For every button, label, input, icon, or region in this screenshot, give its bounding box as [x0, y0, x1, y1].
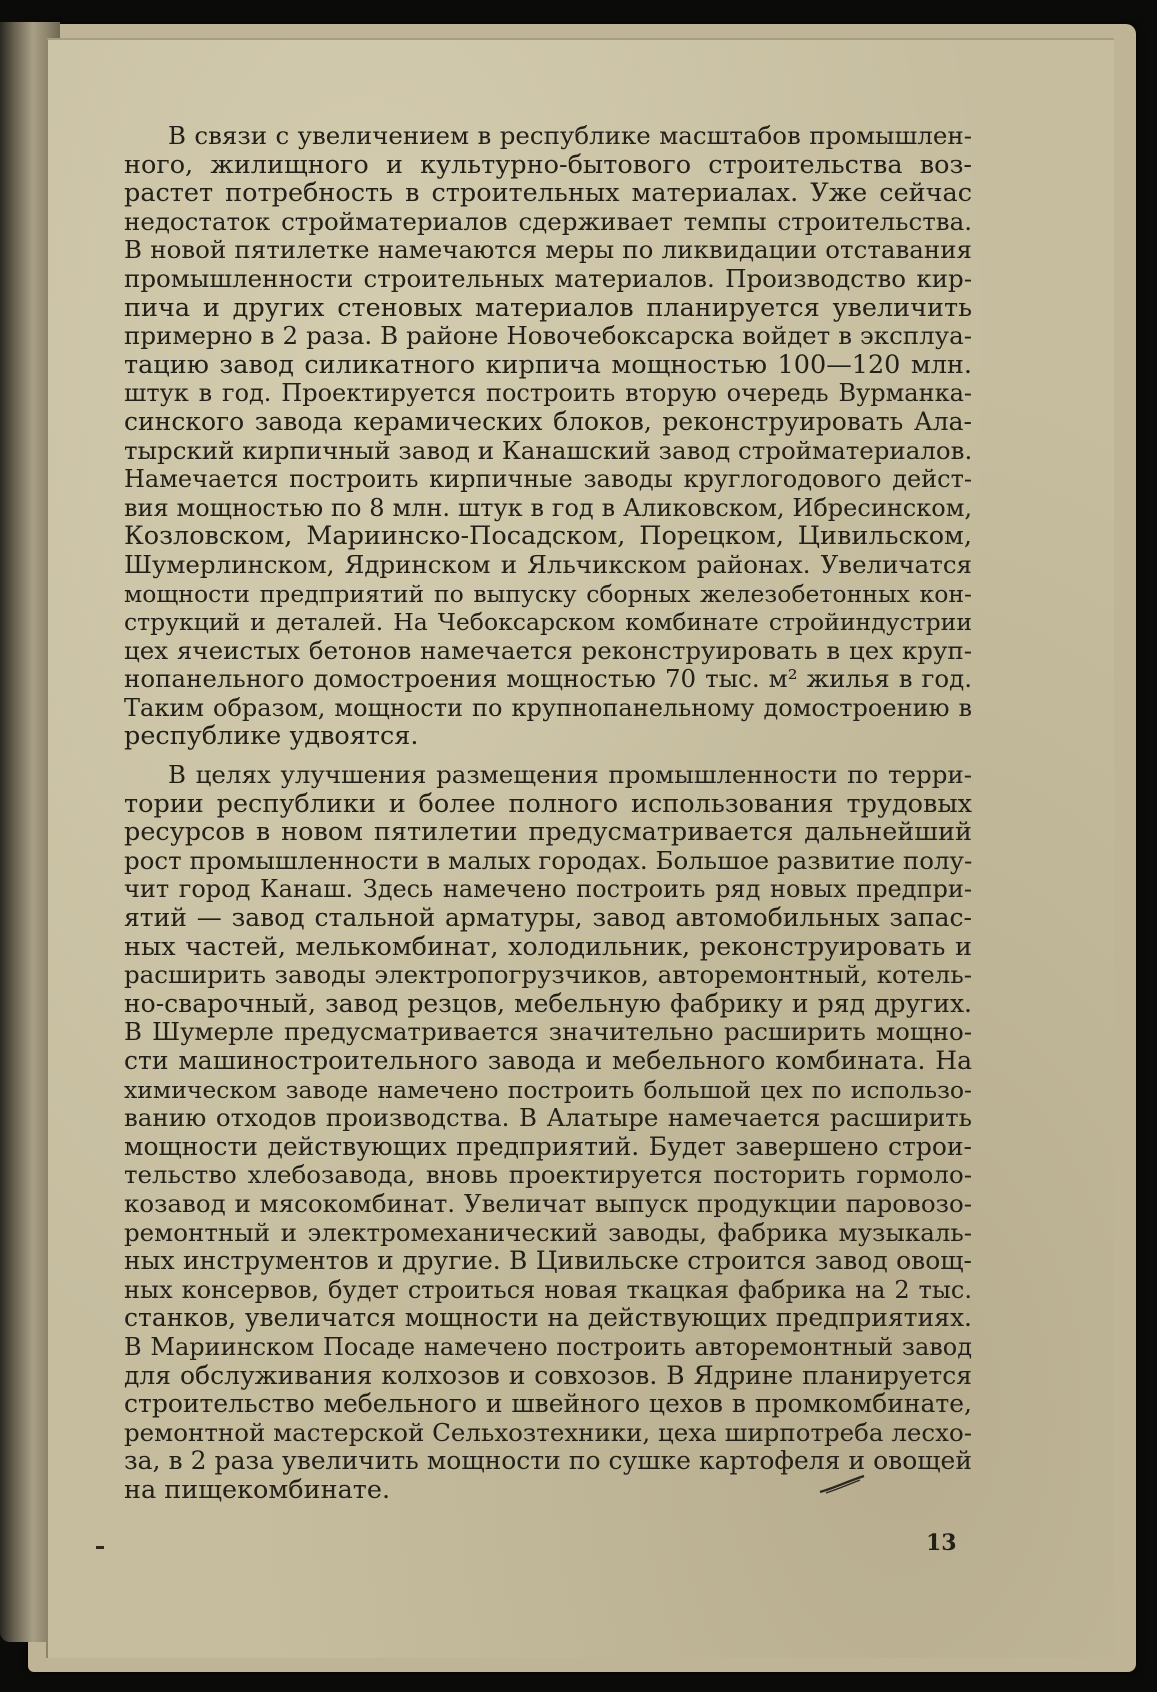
- margin-mark: [96, 1546, 104, 1549]
- text-line: ятий — завод стальной арматуры, завод автомобильных запас-: [124, 904, 972, 933]
- paragraph-2: [124, 761, 972, 1504]
- text-line: нопанельного домостроения мощностью 70 тыс. м² жилья в год.: [124, 665, 972, 694]
- text-line: расширить заводы электропогрузчиков, авторемонтный, котель-: [124, 961, 972, 990]
- text-line: станков, увеличатся мощности на действующих предприятиях.: [124, 1304, 972, 1333]
- text-line: химическом заводе намечено построить большой цех по использо-: [124, 1075, 972, 1104]
- pen-mark: [816, 1472, 876, 1496]
- text-line: для обслуживания колхозов и совхозов. В Ядрине планируется: [124, 1361, 972, 1390]
- text-line: ных инструментов и другие. В Цивильске строится завод овощ-: [124, 1247, 972, 1276]
- text-line: ремонтный и электромеханический заводы, фабрика музыкаль-: [124, 1218, 972, 1247]
- text-line: мощности предприятий по выпуску сборных железобетонных кон-: [124, 579, 972, 608]
- text-line: В целях улучшения размещения промышленности по терри-: [168, 761, 972, 790]
- text-line: ных частей, мелькомбинат, холодильник, реконструировать и: [124, 932, 972, 962]
- text-block: [124, 122, 972, 1505]
- text-line: В новой пятилетке намечаются меры по ликвидации отставания: [124, 236, 972, 265]
- text-line: Таким образом, мощности по крупнопанельному домостроению в: [124, 693, 972, 722]
- text-line: тельство хлебозавода, вновь проектируется посторить гормоло-: [124, 1161, 972, 1190]
- text-line: ного, жилищного и культурно-бытового строительства воз-: [124, 150, 972, 180]
- text-line: В связи с увеличением в республике масштабов промышлен-: [168, 122, 972, 150]
- text-line: рост промышленности в малых городах. Большое развитие полу-: [124, 846, 972, 875]
- text-line: струкций и деталей. На Чебоксарском комбинате стройиндустрии: [124, 608, 972, 637]
- text-line: ремонтной мастерской Сельхозтехники, цеха ширпотреба лесхо-: [124, 1418, 972, 1447]
- text-line: чит город Канаш. Здесь намечено построить ряд новых предпри-: [124, 875, 972, 904]
- text-line: на пищекомбинате.: [124, 1475, 391, 1505]
- text-line: Намечается построить кирпичные заводы круглогодового дейст-: [124, 465, 972, 494]
- text-line: за, в 2 раза увеличить мощности по сушке картофеля и овощей: [124, 1447, 972, 1476]
- text-line: недостаток стройматериалов сдерживает темпы строительства.: [124, 207, 972, 236]
- text-line: ресурсов в новом пятилетии предусматривается дальнейший: [124, 818, 972, 847]
- text-line: тацию завод силикатного кирпича мощностью 100—120 млн.: [124, 350, 972, 380]
- text-line: промышленности строительных материалов. Производство кир-: [124, 264, 972, 293]
- text-line: республике удвоятся.: [124, 722, 419, 752]
- text-line: тырский кирпичный завод и Канашский завод стройматериалов.: [124, 436, 972, 465]
- text-line: синского завода керамических блоков, реконструировать Ала-: [124, 407, 972, 436]
- text-line: но-сварочный, завод резцов, мебельную фабрику и ряд других.: [124, 989, 972, 1018]
- text-line: цех ячеистых бетонов намечается реконструировать в цех круп-: [124, 636, 972, 665]
- text-line: ванию отходов производства. В Алатыре намечается расширить: [124, 1104, 972, 1133]
- text-line: растет потребность в строительных материалах. Уже сейчас: [124, 179, 972, 208]
- text-line: вия мощностью по 8 млн. штук в год в Аликовском, Ибресинском,: [124, 493, 972, 522]
- text-line: Козловском, Мариинско-Посадском, Порецком, Цивильском,: [124, 522, 972, 551]
- page-number: 13: [926, 1530, 957, 1556]
- text-line: штук в год. Проектируется построить вторую очередь Вурманка-: [124, 379, 972, 408]
- text-line: В Шумерле предусматривается значительно расширить мощно-: [124, 1018, 972, 1047]
- text-line: примерно в 2 раза. В районе Новочебоксарска войдет в эксплуа-: [124, 322, 972, 351]
- text-line: ных консервов, будет строиться новая ткацкая фабрика на 2 тыс.: [124, 1275, 972, 1304]
- paragraph-1: [124, 122, 972, 751]
- text-line: тории республики и более полного использования трудовых: [124, 789, 972, 819]
- text-line: Шумерлинском, Ядринском и Яльчикском районах. Увеличатся: [124, 550, 972, 579]
- book-page: [46, 38, 1114, 1658]
- text-line: пича и других стеновых материалов планируется увеличить: [124, 293, 972, 323]
- paragraph-gap: [124, 751, 972, 761]
- text-line: сти машиностроительного завода и мебельного комбината. На: [124, 1047, 972, 1075]
- text-line: мощности действующих предприятий. Будет завершено строи-: [124, 1132, 972, 1161]
- text-line: козавод и мясокомбинат. Увеличат выпуск продукции паровозо-: [124, 1189, 972, 1218]
- text-line: В Мариинском Посаде намечено построить авторемонтный завод: [124, 1332, 972, 1361]
- text-line: строительство мебельного и швейного цехов в промкомбинате,: [124, 1390, 972, 1419]
